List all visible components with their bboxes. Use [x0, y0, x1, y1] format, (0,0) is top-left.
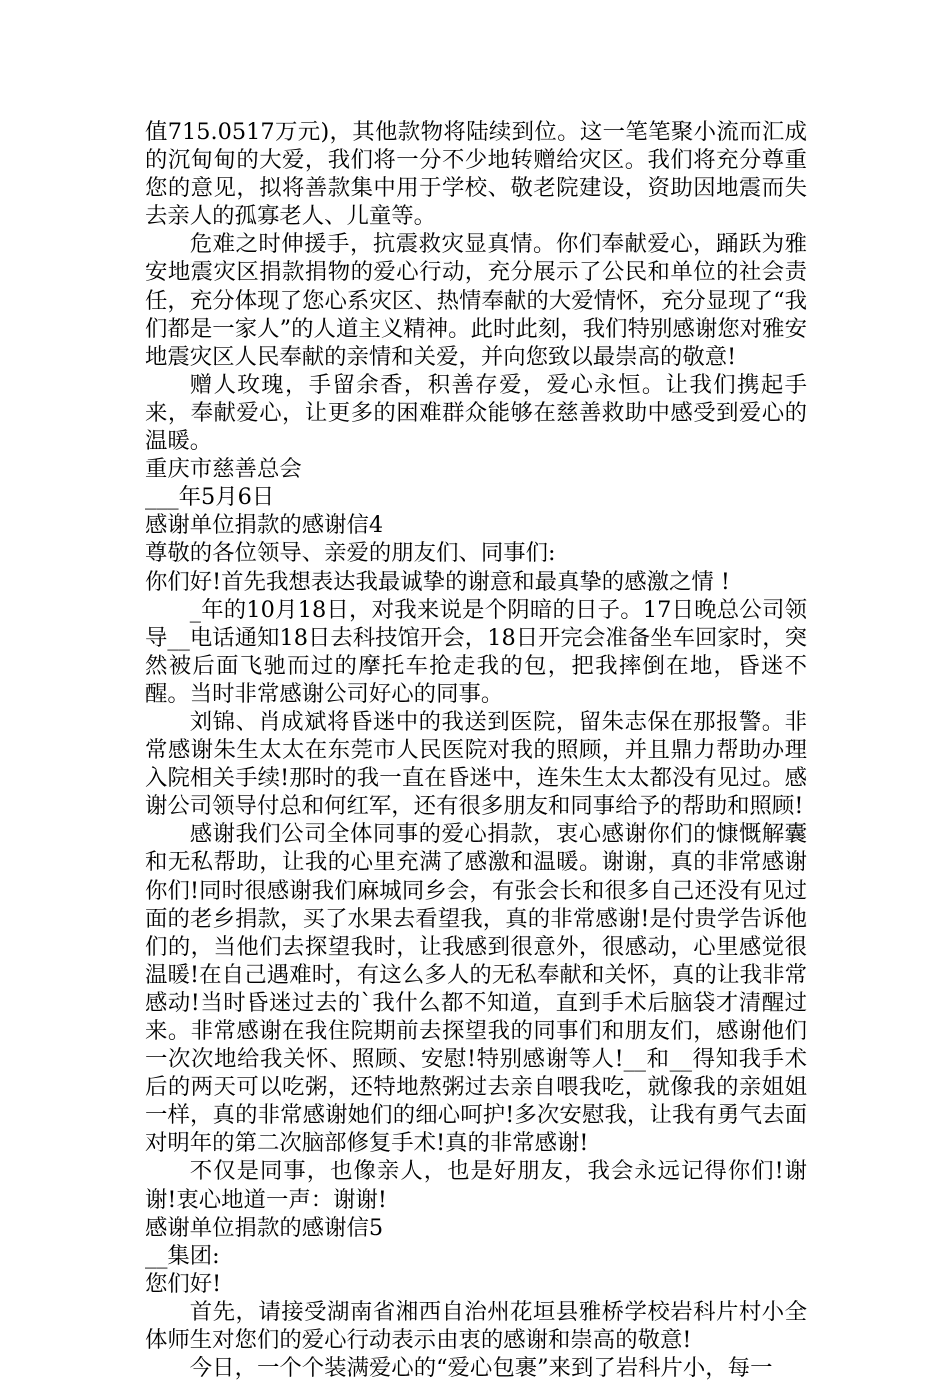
- document-body: [145, 118, 807, 1382]
- paragraph-school-thanks: 首先，请接受湖南省湘西自治州花垣县雅桥学校岩科片村小全体师生对您们的爱心行动表示由衷的感谢和崇高的敬意!: [145, 1298, 807, 1354]
- paragraph-colleagues-thanks: 感谢我们公司全体同事的爱心捐款，衷心感谢你们的慷慨解囊和无私帮助，让我的心里充满了感激和温暖。谢谢，真的非常感谢你们!同时很感谢我们麻城同乡会，有张会长和很多自己还没有见过面的老乡捐款，买了水果去看望我，真的非常感谢!是付贵学告诉他们的，当他们去探望我时，让我感到很意外，很感动，心里感觉很温暖!在自己遇难时，有这么多人的无私奉献和关怀，真的让我非常感动!当时昏迷过去的`我什么都不知道，直到手术后脑袋才清醒过来。非常感谢在我住院期前去探望我的同事们和朋友们，感谢他们一次次地给我关怀、照顾、安慰!特别感谢等人!__和__得知我手术后的两天可以吃粥，还特地熬粥过去亲自喂我吃，就像我的亲姐姐一样，真的非常感谢她们的细心呵护!多次安慰我，让我有勇气去面对明年的第二次脑部修复手术!真的非常感谢!: [145, 821, 807, 1157]
- letter-4-greeting: 你们好!首先我想表达我最诚挚的谢意和最真挚的感激之情 !: [145, 568, 730, 595]
- paragraph-donation-summary: 值715.0517万元)，其他款物将陆续到位。这一笔笔聚小流而汇成的沉甸甸的大爱，我们将一分不少地转赠给灾区。我们将充分尊重您的意见，拟将善款集中用于学校、敬老院建设，资助因地震而失去亲人的孤寡老人、儿童等。: [145, 119, 807, 230]
- signature-date: ___年5月6日: [145, 484, 275, 511]
- paragraph-accident: _年的10月18日，对我来说是个阴暗的日子。17日晚总公司领导__电话通知18日去科技馆开会，18日开完会准备坐车回家时，突然被后面飞驰而过的摩托车抢走我的包，把我摔倒在地，昏迷不醒。当时非常感谢公司好心的同事。: [145, 596, 807, 707]
- letter-5-greeting: 您们好!: [145, 1270, 222, 1297]
- paragraph-love-packages: 今日，一个个装满爱心的“爱心包裹”来到了岩科片小，每一: [189, 1355, 773, 1382]
- paragraph-final-thanks: 不仅是同事，也像亲人，也是好朋友，我会永远记得你们!谢谢!衷心地道一声：谢谢!: [145, 1158, 807, 1213]
- paragraph-hospital: 刘锦、肖成斌将昏迷中的我送到医院，留朱志保在那报警。非常感谢朱生太太在东莞市人民医院对我的照顾，并且鼎力帮助办理入院相关手续!那时的我一直在昏迷中，连朱生太太都没有见过。感谢公司领导付总和何红军，还有很多朋友和同事给予的帮助和照顾!: [145, 708, 807, 820]
- letter-4-title: 感谢单位捐款的感谢信4: [145, 512, 384, 539]
- paragraph-closing-appeal: 赠人玫瑰，手留余香，积善存爱，爱心永恒。让我们携起手来，奉献爱心，让更多的困难群众能够在慈善救助中感受到爱心的温暖。: [145, 371, 807, 455]
- letter-5-recipient: __集团:: [145, 1242, 220, 1269]
- letter-4-salutation: 尊敬的各位领导、亲爱的朋友们、同事们:: [145, 540, 556, 567]
- signature-organization: 重庆市慈善总会: [145, 456, 302, 483]
- letter-5-title: 感谢单位捐款的感谢信5: [145, 1214, 384, 1241]
- paragraph-disaster-relief: 危难之时伸援手，抗震救灾显真情。你们奉献爱心，踊跃为雅安地震灾区捐款捐物的爱心行动，充分展示了公民和单位的社会责任，充分体现了您心系灾区、热情奉献的大爱情怀，充分显现了“我们都是一家人”的人道主义精神。此时此刻，我们特别感谢您对雅安地震灾区人民奉献的亲情和关爱，并向您致以最崇高的敬意!: [145, 231, 807, 370]
